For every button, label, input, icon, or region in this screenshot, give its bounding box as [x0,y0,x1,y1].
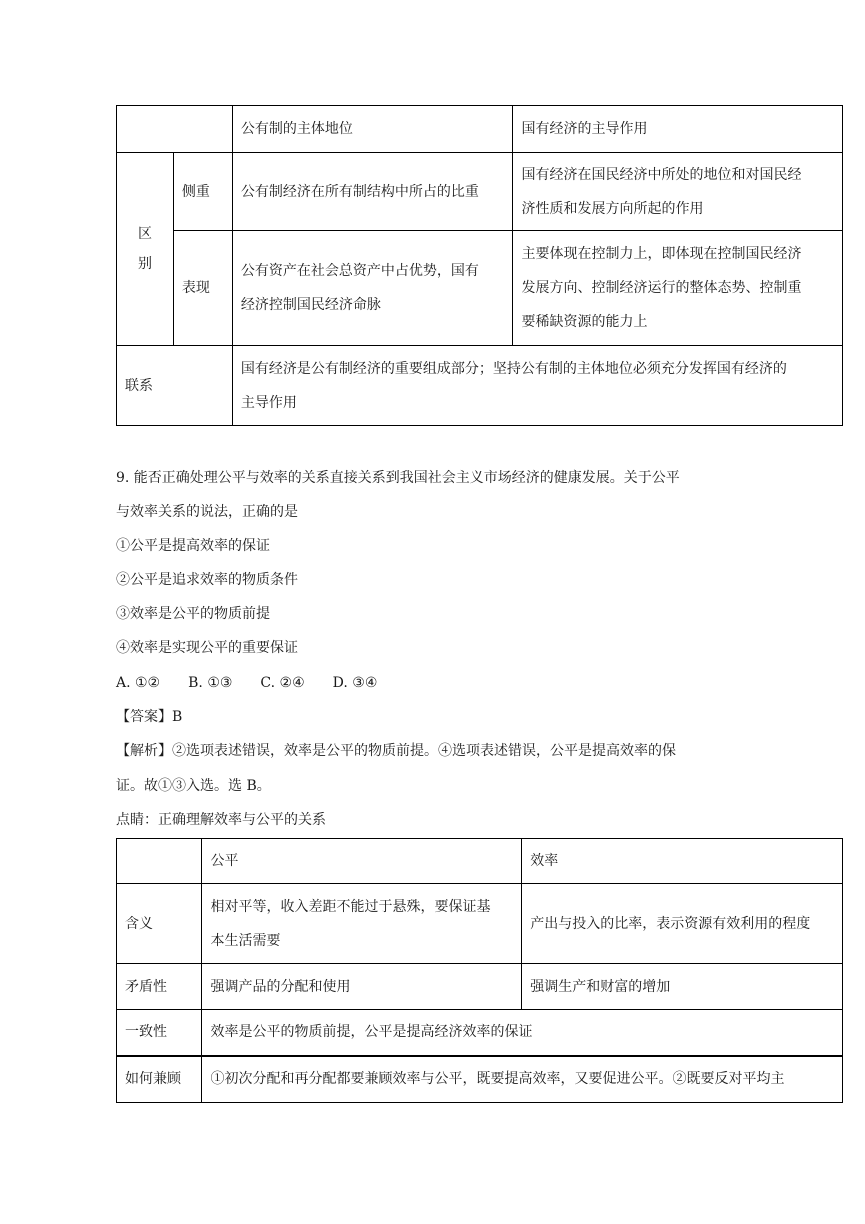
analysis-line-2: 证。故①③入选。选 B。 [116,778,271,794]
table-row [117,231,843,346]
section-label-char: 别 [137,256,152,272]
cell-link-content [232,346,842,426]
answer-options [116,673,405,693]
option-b: B. ①③ [188,675,233,691]
cell-line: 要稀缺资源的能力上 [521,314,648,330]
table-row [117,964,843,1010]
question-item-4: ④效率是实现公平的重要保证 [116,640,298,656]
section-label-char: 区 [137,226,152,242]
row-label-manifest: 表现 [173,231,232,346]
cell-line: 主要体现在控制力上，即体现在控制国民经济 [521,246,802,262]
answer-line: 【答案】B [116,709,183,725]
cell-line: 公有资产在社会总资产中占优势，国有 [240,263,479,279]
cell-line: 主导作用 [240,394,297,411]
fairness-efficiency-table [116,838,843,1103]
table-row [117,884,843,964]
cell-meaning-efficiency: 产出与投入的比率，表示资源有效利用的程度 [522,884,843,964]
table-row [117,153,843,231]
cell-line: 国有经济在国民经济中所处的地位和对国民经 [521,166,802,183]
analysis-line-1: 【解析】②选项表述错误，效率是公平的物质前提。④选项表述错误，公平是提高效率的保 [116,743,676,759]
question-item-2: ②公平是追求效率的物质条件 [116,572,298,588]
cell-consistency: 效率是公平的物质前提，公平是提高经济效率的保证 [202,1010,843,1056]
row-label-emphasis: 侧重 [173,153,232,231]
cell-contradiction-fairness: 强调产品的分配和使用 [202,964,522,1010]
cell-manifest-state [513,231,843,346]
cell-contradiction-efficiency: 强调生产和财富的增加 [522,964,843,1010]
table-row [117,1056,843,1103]
cell-line: 济性质和发展方向所起的作用 [521,200,704,217]
cell-line: 发展方向、控制经济运行的整体态势、控制重 [521,280,802,296]
cell-emphasis-public: 公有制经济在所有制结构中所占的比重 [232,153,513,231]
ownership-comparison-table [116,105,843,426]
question-stem-line-1: 9. 能否正确处理公平与效率的关系直接关系到我国社会主义市场经济的健康发展。关于公平 [116,470,680,486]
cell-emphasis-state [513,153,843,231]
cell-meaning-fairness [202,884,522,964]
option-a: A. ①② [116,675,161,691]
table-header-row [117,106,843,153]
option-d: D. ③④ [332,675,378,691]
header-empty-cell [117,106,233,153]
table-header-row [117,839,843,884]
question-item-1: ①公平是提高效率的保证 [116,538,270,554]
table-row [117,1010,843,1056]
row-label-balance: 如何兼顾 [117,1056,202,1103]
cell-line: 经济控制国民经济命脉 [240,297,381,313]
row-label-link: 联系 [117,346,233,426]
header-public-ownership: 公有制的主体地位 [232,106,513,153]
cell-line: 相对平等，收入差距不能过于悬殊，要保证基 [210,898,491,915]
row-label-contradiction: 矛盾性 [117,964,202,1010]
header-state-economy: 国有经济的主导作用 [513,106,843,153]
section-label-difference [117,153,174,346]
option-c: C. ②④ [260,675,305,691]
header-fairness: 公平 [202,839,522,884]
cell-balance: ①初次分配和再分配都要兼顾效率与公平，既要提高效率，又要促进公平。②既要反对平均主 [202,1056,843,1103]
cell-manifest-public [232,231,513,346]
row-label-meaning: 含义 [117,884,202,964]
question-stem-line-2: 与效率关系的说法，正确的是 [116,504,298,520]
row-label-consistency: 一致性 [117,1010,202,1056]
header-efficiency: 效率 [522,839,843,884]
cell-line: 本生活需要 [210,932,281,949]
header-empty-cell [117,839,202,884]
table-row [117,346,843,426]
cell-line: 国有经济是公有制经济的重要组成部分；坚持公有制的主体地位必须充分发挥国有经济的 [240,360,787,377]
question-item-3: ③效率是公平的物质前提 [116,606,270,622]
tip-line: 点睛：正确理解效率与公平的关系 [116,812,326,828]
